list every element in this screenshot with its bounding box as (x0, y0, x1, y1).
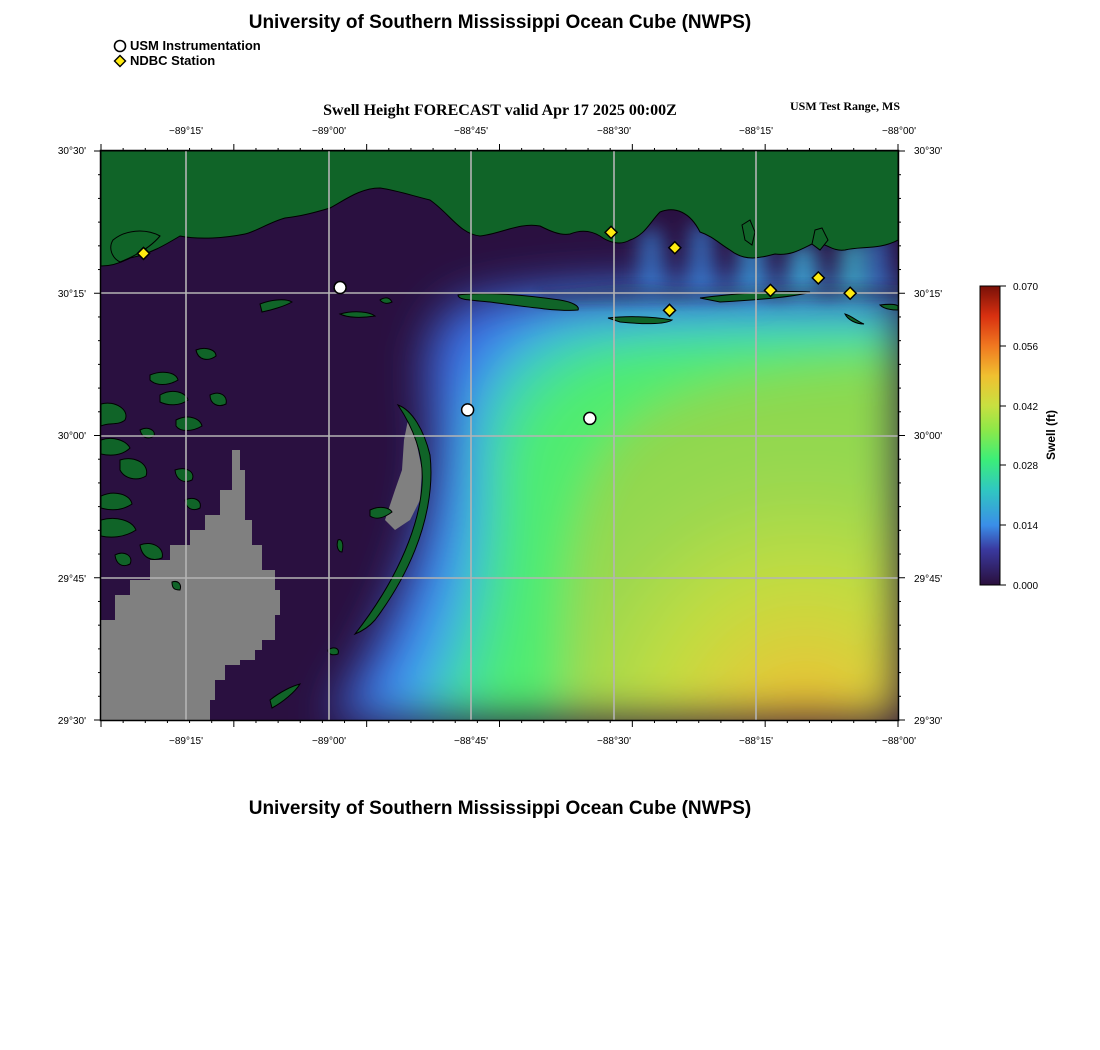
lat-tick-label: 29°45' (57, 574, 86, 585)
lon-tick-label: −88°15' (739, 736, 773, 747)
colorbar-tick-label: 0.014 (1013, 521, 1039, 532)
lat-tick-label: 30°30' (914, 146, 943, 157)
lat-tick-label: 29°30' (914, 716, 943, 727)
region-label: USM Test Range, MS (789, 99, 900, 113)
lat-tick-label: 30°15' (914, 289, 943, 300)
lat-labels-right (914, 146, 942, 727)
swell-field (101, 151, 900, 720)
lon-tick-label: −88°00' (882, 736, 916, 747)
legend-label-ndbc: NDBC Station (130, 53, 216, 68)
lon-tick-label: −88°15' (739, 126, 773, 137)
colorbar-label: Swell (ft) (1044, 410, 1058, 460)
map-title: Swell Height FORECAST valid Apr 17 2025 00:00Z (323, 102, 677, 119)
lon-labels-top (169, 126, 916, 137)
usm-station-marker (334, 282, 346, 294)
lat-tick-label: 30°00' (914, 431, 943, 442)
lat-tick-label: 29°45' (914, 574, 943, 585)
lon-tick-label: −89°00' (312, 126, 346, 137)
colorbar-tick-label: 0.028 (1013, 461, 1039, 472)
lon-tick-label: −88°00' (882, 126, 916, 137)
lat-tick-label: 30°15' (57, 289, 86, 300)
colorbar (980, 282, 1058, 592)
colorbar-tick-label: 0.056 (1013, 342, 1039, 353)
lat-tick-label: 29°30' (57, 716, 86, 727)
page-title-bottom: University of Southern Mississippi Ocean Cube (NWPS) (248, 798, 752, 819)
lat-tick-label: 30°30' (57, 146, 86, 157)
colorbar-scale (980, 286, 1000, 585)
lon-tick-label: −88°30' (597, 736, 631, 747)
legend-label-usm: USM Instrumentation (130, 38, 261, 53)
colorbar-tick-label: 0.070 (1013, 282, 1039, 293)
lat-labels-left (58, 146, 86, 727)
colorbar-tick-label: 0.042 (1013, 402, 1039, 413)
lon-tick-label: −88°45' (454, 736, 488, 747)
usm-station-marker (584, 412, 596, 424)
lon-tick-label: −88°45' (454, 126, 488, 137)
lon-tick-label: −89°15' (169, 736, 203, 747)
page-title: University of Southern Mississippi Ocean Cube (NWPS) (248, 12, 752, 33)
lon-labels-bottom (169, 736, 916, 747)
lat-tick-label: 30°00' (57, 431, 86, 442)
lon-tick-label: −89°15' (169, 126, 203, 137)
usm-station-marker (462, 404, 474, 416)
lon-tick-label: −89°00' (312, 736, 346, 747)
colorbar-tick-label: 0.000 (1013, 581, 1039, 592)
lon-tick-label: −88°30' (597, 126, 631, 137)
